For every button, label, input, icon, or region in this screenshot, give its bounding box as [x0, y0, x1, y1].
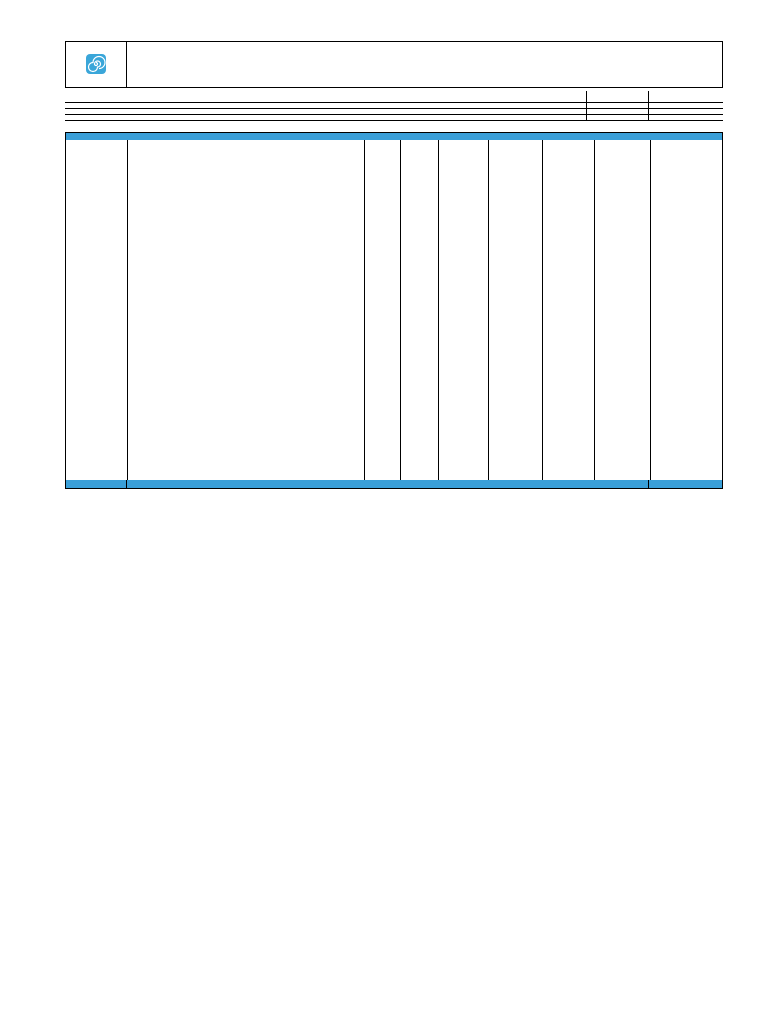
spiral-logo-icon: [85, 53, 107, 75]
total-label: [127, 480, 648, 488]
total-row: [66, 480, 722, 488]
page-title: [127, 42, 722, 87]
cliente-value: [126, 103, 586, 108]
fase-label: [65, 97, 126, 102]
ejecucion-value: [126, 109, 586, 114]
proyecto-label: [65, 91, 126, 97]
budget-table: [65, 132, 723, 489]
tc-value: [648, 103, 723, 108]
tc-label: [586, 103, 648, 108]
cliente-label: [65, 103, 126, 108]
ejecucion-label: [65, 109, 126, 114]
elab-value: [126, 115, 586, 120]
company-logo: [66, 42, 127, 87]
total-value: [648, 480, 722, 488]
codigo-label: [586, 91, 648, 97]
elab-label: [65, 115, 126, 120]
project-info: [65, 91, 723, 121]
column-header: [66, 133, 722, 140]
codigo-value: [648, 91, 723, 97]
fecha-value: [648, 97, 723, 102]
fecha-label: [586, 97, 648, 102]
document-header: [65, 41, 723, 88]
